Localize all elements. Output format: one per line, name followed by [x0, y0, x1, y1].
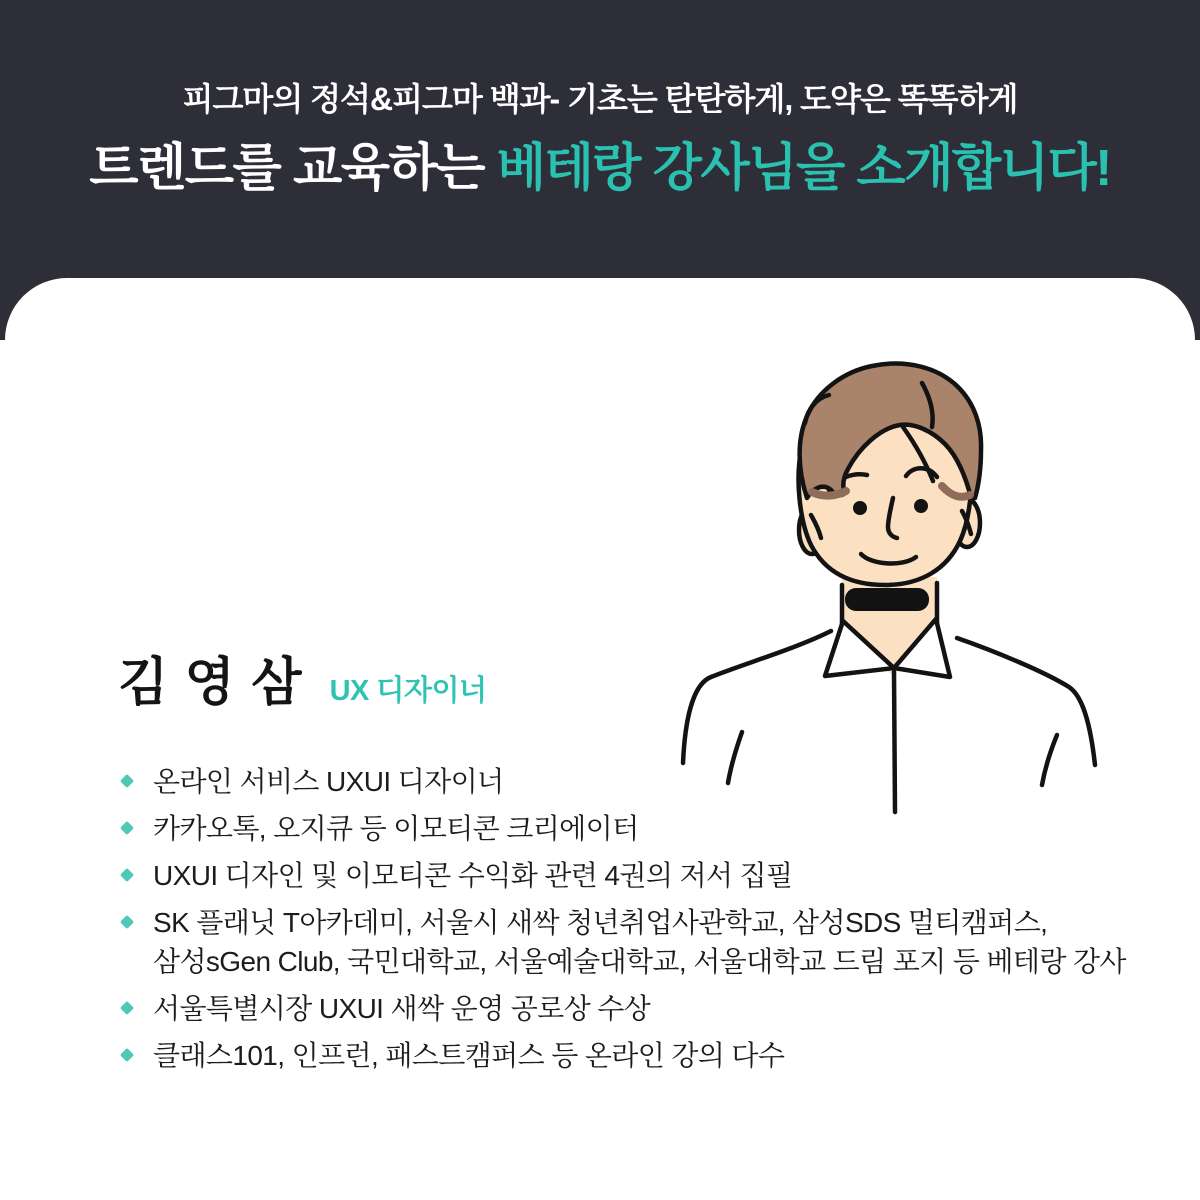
left-eye [853, 501, 867, 515]
left-shoulder [683, 631, 831, 763]
credential-line: 온라인 서비스 UXUI 디자이너 [153, 766, 504, 797]
header-subtitle: 피그마의 정석&피그마 백과- 기초는 탄탄하게, 도약은 똑똑하게 [182, 81, 1018, 117]
instructor-illustration [645, 355, 1145, 825]
diamond-bullet-icon [120, 915, 134, 929]
content-panel [5, 278, 1195, 1200]
instructor-role: UX 디자이너 [329, 675, 487, 707]
header-headline [0, 126, 1200, 200]
hair-shadow-left [812, 491, 846, 496]
credentials-list [119, 762, 1126, 1083]
credential-item [119, 1036, 1119, 1075]
diamond-bullet-icon [120, 821, 134, 835]
credential-line: 삼성sGen Club, 국민대학교, 서울예술대학교, 서울대학교 드림 포지 등 베테랑 강사 [153, 946, 1126, 977]
diamond-bullet-icon [120, 868, 134, 882]
credential-item [119, 762, 1119, 801]
headline-white-text: 트렌드를 교육하는 [89, 139, 497, 196]
diamond-bullet-icon [120, 774, 134, 788]
credential-item [119, 809, 1119, 848]
instructor-name: 김 영 삼 [118, 654, 303, 712]
headline-teal-text: 베테랑 강사님을 소개합니다! [496, 139, 1111, 196]
credential-line: 서울특별시장 UXUI 새싹 운영 공로상 수상 [153, 993, 651, 1024]
diamond-bullet-icon [120, 1048, 134, 1062]
credential-line: 카카오톡, 오지큐 등 이모티콘 크리에이터 [153, 813, 639, 844]
credential-line: UXUI 디자인 및 이모티콘 수익화 관련 4권의 저서 집필 [153, 860, 793, 891]
credential-item [119, 856, 1119, 895]
diamond-bullet-icon [120, 1001, 134, 1015]
credential-item [119, 903, 1126, 981]
right-shoulder [957, 638, 1095, 765]
credential-line: 클래스101, 인프런, 패스트캠퍼스 등 온라인 강의 다수 [153, 1040, 785, 1071]
chin-shadow [845, 588, 929, 611]
credential-item [119, 989, 1119, 1028]
instructor-name-row [118, 640, 487, 715]
credential-line: SK 플래닛 T아카데미, 서울시 새싹 청년취업사관학교, 삼성SDS 멀티캠퍼스, [153, 907, 1048, 938]
right-eye [914, 499, 928, 513]
